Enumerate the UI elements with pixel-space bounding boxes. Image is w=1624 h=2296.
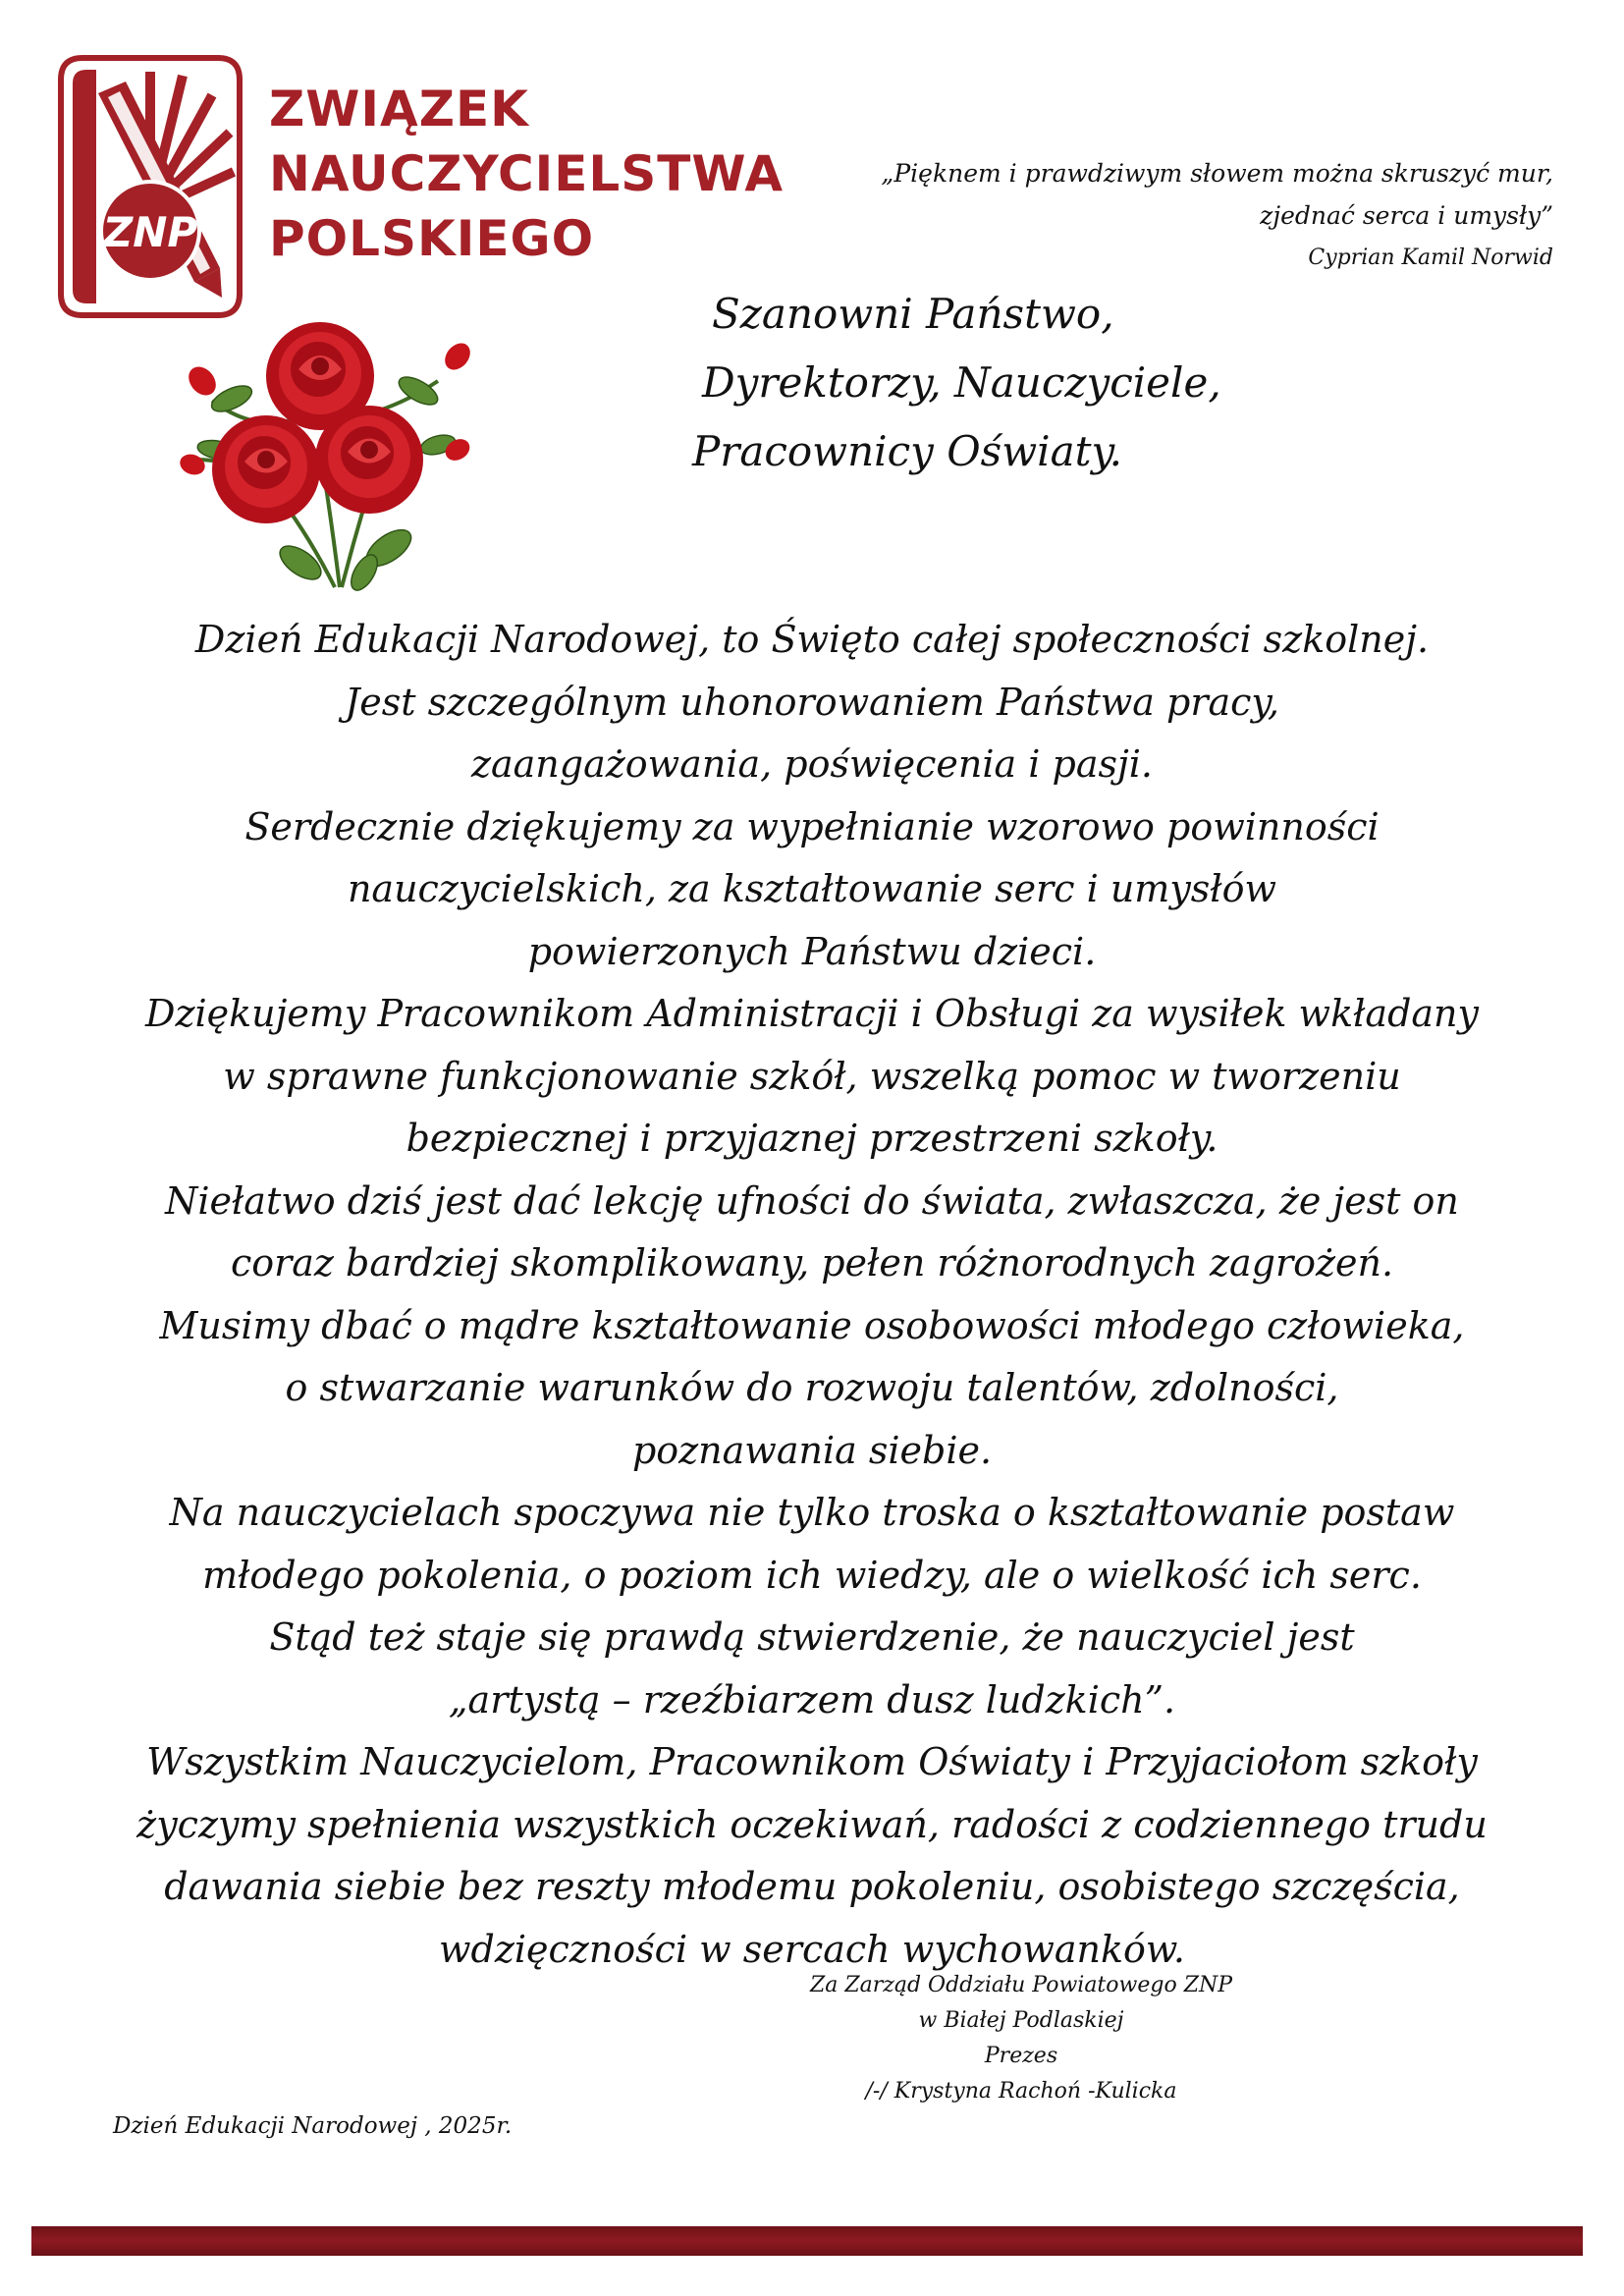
body-line: Serdecznie dziękujemy za wypełnianie wzorowo powinności bbox=[244, 804, 1380, 848]
signature-line-2: w Białej Podlaskiej bbox=[918, 2008, 1124, 2033]
body-line: „artystą – rzeźbiarzem dusz ludzkich”. bbox=[448, 1677, 1176, 1722]
body-line: Jest szczególnym uhonorowaniem Państwa pracy, bbox=[345, 680, 1279, 724]
znp-logo bbox=[57, 54, 244, 319]
organization-name bbox=[269, 77, 819, 271]
roses-icon bbox=[173, 312, 477, 597]
znp-logo-mark bbox=[57, 54, 244, 319]
body-line: poznawania siebie. bbox=[631, 1428, 993, 1472]
greeting-line-3: Pracownicy Oświaty. bbox=[692, 427, 1123, 475]
greeting-line-1: Szanowni Państwo, bbox=[712, 290, 1114, 338]
org-name-line-3: POLSKIEGO bbox=[269, 210, 595, 267]
body-line: coraz bardziej skomplikowany, pełen różnorodnych zagrożeń. bbox=[230, 1241, 1394, 1285]
body-line: życzymy spełnienia wszystkich oczekiwań, radości z codziennego trudu bbox=[136, 1802, 1488, 1846]
greeting-line-2: Dyrektorzy, Nauczyciele, bbox=[702, 358, 1221, 407]
signature-line-1: Za Zarząd Oddziału Powiatowego ZNP bbox=[809, 1973, 1233, 1997]
greeting bbox=[692, 280, 1242, 486]
body-line: Stąd też staje się prawdą stwierdzenie, że nauczyciel jest bbox=[269, 1615, 1355, 1659]
body-line: Dziękujemy Pracownikom Administracji i Obsługi za wysiłek wkładany bbox=[145, 992, 1479, 1035]
signature-line-3: Prezes bbox=[984, 2044, 1058, 2068]
logo-text: ZNP bbox=[102, 208, 198, 256]
body-line: zaangażowania, poświęcenia i pasji. bbox=[470, 742, 1154, 786]
body-line: bezpiecznej i przyjaznej przestrzeni szkoły. bbox=[406, 1117, 1218, 1160]
body-line: wdzięczności w sercach wychowanków. bbox=[439, 1927, 1185, 1971]
body-line: Dzień Edukacji Narodowej, to Święto całej społeczności szkolnej. bbox=[194, 618, 1430, 661]
body-line: młodego pokolenia, o poziom ich wiedzy, ale o wielkość ich serc. bbox=[202, 1553, 1422, 1597]
body-line: powierzonych Państwu dzieci. bbox=[527, 929, 1097, 973]
body-line: w sprawne funkcjonowanie szkół, wszelką pomoc w tworzeniu bbox=[223, 1054, 1401, 1098]
bottom-divider-bar bbox=[31, 2226, 1583, 2256]
motto-author: Cyprian Kamil Norwid bbox=[1308, 246, 1553, 270]
org-name-line-1: ZWIĄZEK bbox=[269, 81, 529, 137]
body-line: Na nauczycielach spoczywa nie tylko troska o kształtowanie postaw bbox=[169, 1491, 1455, 1534]
roses-illustration bbox=[173, 312, 477, 597]
signature-block bbox=[785, 1968, 1257, 2109]
letter-body bbox=[128, 609, 1496, 1981]
body-line: Niełatwo dziś jest dać lekcję ufności do świata, zwłaszcza, że jest on bbox=[165, 1178, 1459, 1223]
motto-line-1: „Pięknem i prawdziwym słowem można skruszyć mur, bbox=[881, 159, 1553, 188]
document-date: Dzień Edukacji Narodowej , 2025r. bbox=[113, 2113, 513, 2139]
body-line: Wszystkim Nauczycielom, Pracownikom Oświaty i Przyjaciołom szkoły bbox=[146, 1740, 1478, 1783]
org-name-line-2: NAUCZYCIELSTWA bbox=[269, 145, 785, 202]
body-line: Musimy dbać o mądre kształtowanie osobowości młodego człowieka, bbox=[159, 1303, 1465, 1347]
body-line: o stwarzanie warunków do rozwoju talentów, zdolności, bbox=[285, 1366, 1339, 1409]
motto-line-2: zjednać serca i umysły” bbox=[1260, 201, 1553, 230]
body-line: nauczycielskich, za kształtowanie serc i umysłów bbox=[347, 867, 1277, 910]
body-line: dawania siebie bez reszty młodemu pokoleniu, osobistego szczęścia, bbox=[164, 1865, 1460, 1908]
motto-quote bbox=[768, 152, 1553, 279]
signature-line-4: /-/ Krystyna Rachoń -Kulicka bbox=[865, 2079, 1177, 2104]
